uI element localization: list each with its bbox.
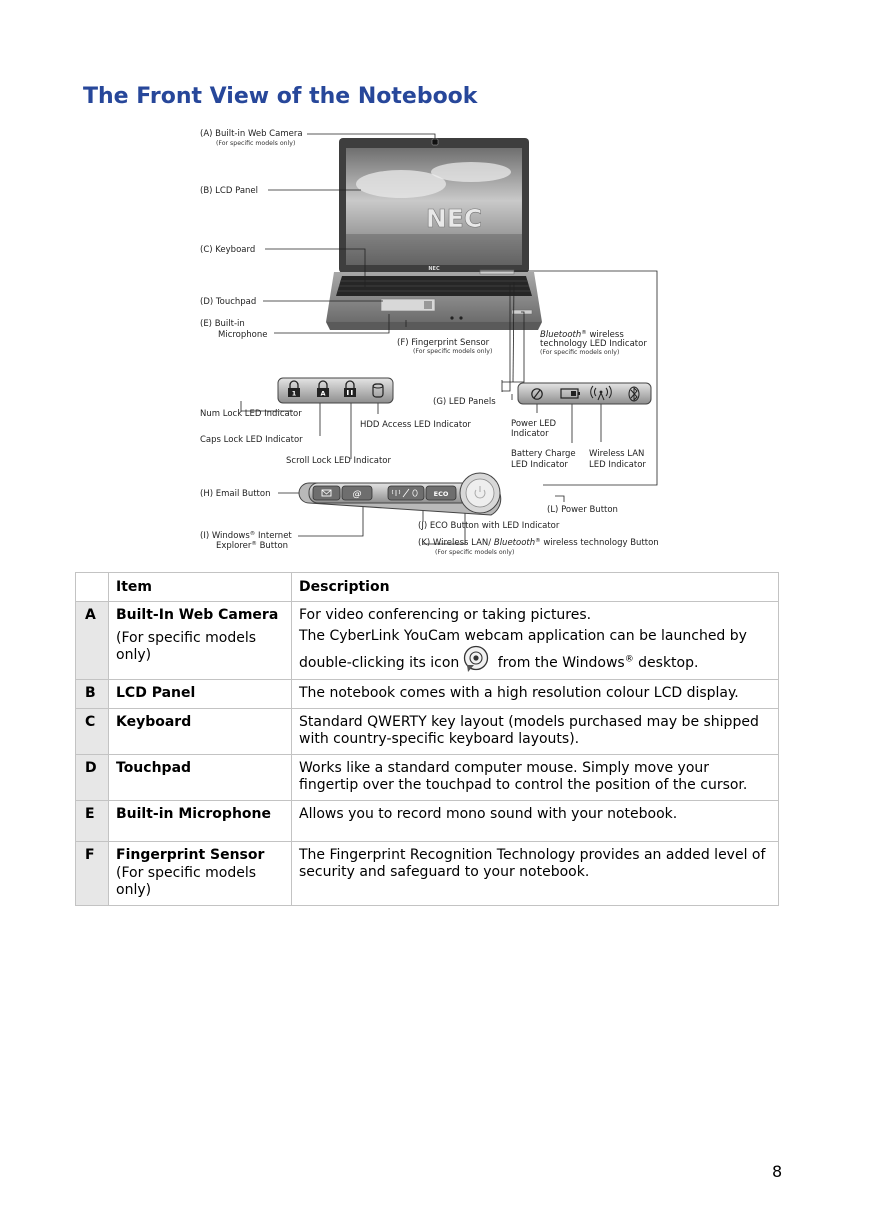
item-name: Built-in Microphone <box>116 806 271 822</box>
header-item: Item <box>109 573 292 602</box>
callout-e-line1: (E) Built-in <box>200 319 245 329</box>
power-button-illustration <box>460 473 500 513</box>
table-header-row <box>76 573 779 602</box>
item-name: Built-In Web Camera <box>116 607 279 623</box>
screen-logo: NEC <box>425 204 483 233</box>
email-button-illustration <box>313 486 340 500</box>
callout-l: (L) Power Button <box>547 505 618 515</box>
table-row <box>76 755 779 801</box>
row-description <box>292 602 779 680</box>
web-camera-illustration <box>432 139 438 145</box>
row-description: Works like a standard computer mouse. Simply move your fingertip over the touchpad to control the position of the cursor. <box>292 755 779 801</box>
row-item <box>109 709 292 755</box>
row-item <box>109 602 292 680</box>
svg-text:A: A <box>320 389 326 398</box>
page-number: 8 <box>772 1162 783 1181</box>
callout-g: (G) LED Panels <box>433 397 496 407</box>
callout-a: (A) Built-in Web Camera <box>200 129 303 139</box>
led-panel-status <box>518 383 651 404</box>
bezel-logo: NEC <box>428 266 440 272</box>
description-text: The CyberLink YouCam webcam application can be launched by double-clicking its icon from the Windows® desktop. <box>299 628 747 671</box>
button-panel <box>299 473 501 515</box>
item-note: (For specific models only) <box>116 630 257 663</box>
row-item <box>109 842 292 906</box>
callout-num-lock: Num Lock LED Indicator <box>200 409 302 419</box>
callout-wlan-line2: LED Indicator <box>589 460 646 470</box>
component-table <box>75 572 779 906</box>
wireless-bluetooth-button-illustration <box>388 486 424 500</box>
row-letter: E <box>76 801 109 842</box>
callout-caps-lock: Caps Lock LED Indicator <box>200 435 303 445</box>
row-description: Standard QWERTY key layout (models purchased may be shipped with country-specific keyboard layouts). <box>292 709 779 755</box>
internet-explorer-button-illustration <box>342 486 372 500</box>
callout-i-line1: (I) Windows® Internet <box>200 531 292 541</box>
callout-d: (D) Touchpad <box>200 297 257 307</box>
callout-f: (F) Fingerprint Sensor <box>397 338 490 348</box>
item-name: LCD Panel <box>116 685 196 701</box>
youcam-icon <box>461 645 491 673</box>
table-row <box>76 602 779 680</box>
description-text: For video conferencing or taking pictures. <box>299 607 592 623</box>
row-item <box>109 801 292 842</box>
led-panel-lock-hdd <box>278 378 393 403</box>
callout-battery-line1: Battery Charge <box>511 449 576 459</box>
row-letter: D <box>76 755 109 801</box>
row-letter: F <box>76 842 109 906</box>
table-row <box>76 709 779 755</box>
callout-hdd: HDD Access LED Indicator <box>360 420 471 430</box>
row-description: The Fingerprint Recognition Technology provides an added level of security and safeguard to your notebook. <box>292 842 779 906</box>
item-name: Keyboard <box>116 714 192 730</box>
page-title: The Front View of the Notebook <box>83 84 478 109</box>
item-name: Touchpad <box>116 760 192 776</box>
callout-c: (C) Keyboard <box>200 245 256 255</box>
callout-battery-line2: LED Indicator <box>511 460 568 470</box>
header-letter <box>76 573 109 602</box>
eco-button-illustration <box>426 486 456 500</box>
internet-explorer-icon: @ <box>352 489 362 500</box>
table-row <box>76 801 779 842</box>
callout-power-led-line2: Indicator <box>511 429 549 439</box>
table-row <box>76 680 779 709</box>
table-row <box>76 842 779 906</box>
callout-scroll-lock: Scroll Lock LED Indicator <box>286 456 392 466</box>
callout-k-note: (For specific models only) <box>435 549 515 556</box>
callout-e-line2: Microphone <box>218 330 268 340</box>
svg-text:1: 1 <box>291 389 297 398</box>
notebook-front-view-figure <box>196 124 672 560</box>
row-letter: B <box>76 680 109 709</box>
svg-text:ECO: ECO <box>433 490 449 498</box>
callout-f-note: (For specific models only) <box>413 348 493 355</box>
row-description: The notebook comes with a high resolution colour LCD display. <box>292 680 779 709</box>
row-letter: C <box>76 709 109 755</box>
callout-j: (J) ECO Button with LED Indicator <box>418 521 560 531</box>
item-note: (For specific models only) <box>116 865 257 898</box>
callout-b: (B) LCD Panel <box>200 186 259 196</box>
callout-h: (H) Email Button <box>200 489 271 499</box>
callout-bluetooth-led-line1: Bluetooth® wireless <box>540 330 624 340</box>
callout-i-line2: Explorer® Button <box>216 541 289 551</box>
callout-power-led-line1: Power LED <box>511 419 557 429</box>
item-name: Fingerprint Sensor <box>116 847 265 863</box>
row-item <box>109 755 292 801</box>
callout-k: (K) Wireless LAN/ Bluetooth® wireless technology Button <box>418 538 659 548</box>
row-letter: A <box>76 602 109 680</box>
row-item <box>109 680 292 709</box>
row-description: Allows you to record mono sound with your notebook. <box>292 801 779 842</box>
callout-bluetooth-led-note: (For specific models only) <box>540 349 620 356</box>
header-description: Description <box>292 573 779 602</box>
callout-bluetooth-led-line2: technology LED Indicator <box>540 339 647 349</box>
callout-a-note: (For specific models only) <box>216 140 296 147</box>
callout-wlan-line1: Wireless LAN <box>589 449 645 459</box>
